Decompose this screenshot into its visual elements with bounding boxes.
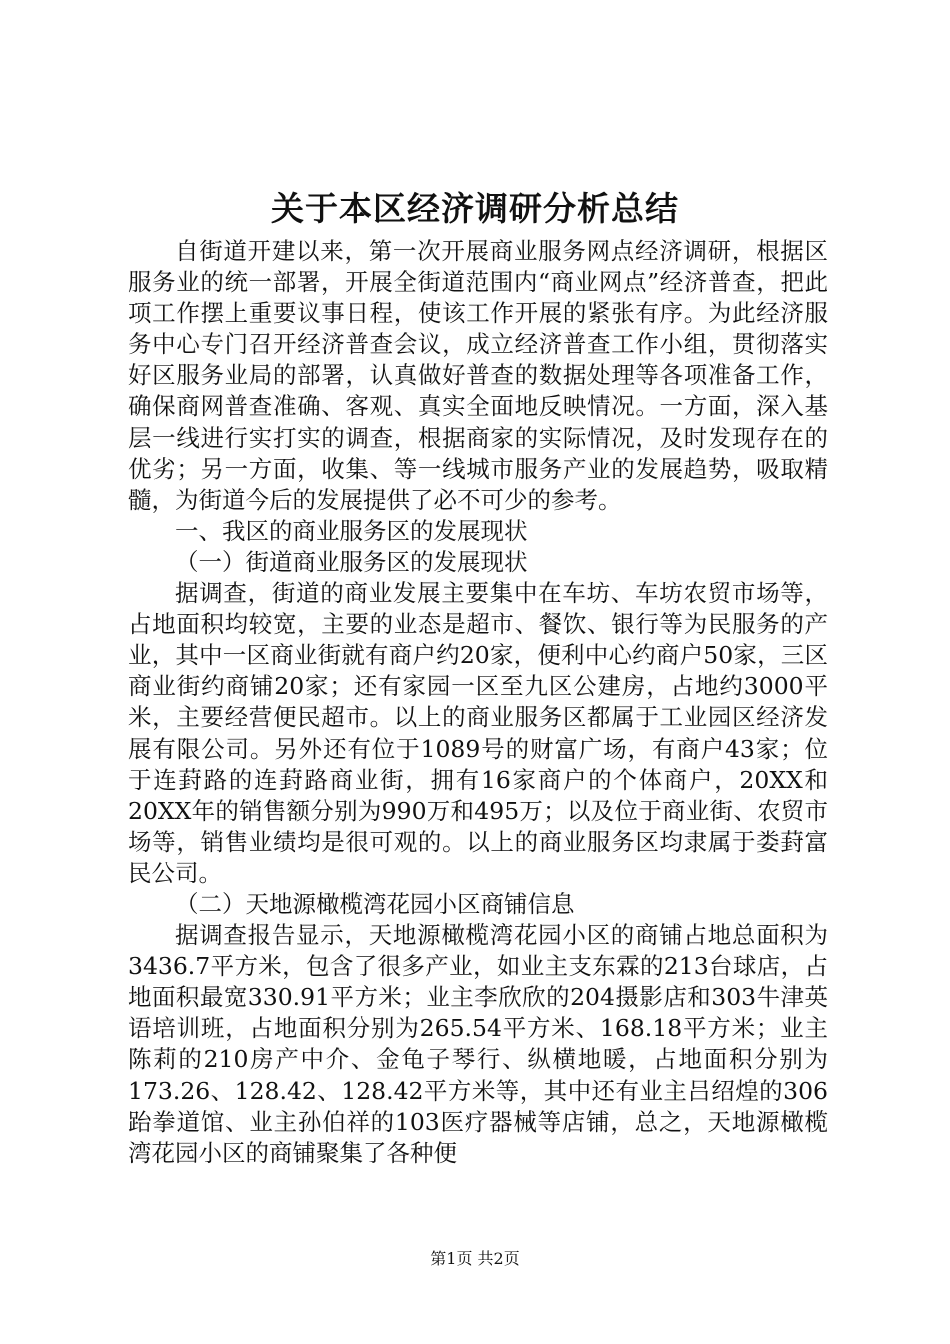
- document-title: 关于本区经济调研分析总结: [271, 189, 679, 228]
- intro-paragraph: 自街道开建以来，第一次开展商业服务网点经济调研，根据区服务业的统一部署，开展全街道范围内“商业网点”经济普查，把此项工作摆上重要议事日程，使该工作开展的紧张有序。为此经济服务中心专门召开经济普查会议，成立经济普查工作小组，贯彻落实好区服务业局的部署，认真做好普查的数据处理等各项准备工作，确保商网普查准确、客观、真实全面地反映情况。一方面，深入基层一线进行实打实的调查，根据商家的实际情况，及时发现存在的优劣；另一方面，收集、等一线城市服务产业的发展趋势，吸取精髓，为街道今后的发展提供了必不可少的参考。: [128, 237, 828, 514]
- subsection-heading-1: （一）街道商业服务区的发展现状: [175, 547, 528, 576]
- page-footer: 第1页 共2页: [430, 1249, 520, 1268]
- subsection-heading-2: （二）天地源橄榄湾花园小区商铺信息: [175, 889, 575, 918]
- section-heading-1: 一、我区的商业服务区的发展现状: [175, 516, 528, 545]
- subsection-2-paragraph: 据调查报告显示，天地源橄榄湾花园小区的商铺占地总面积为3436.7平方米，包含了很多产业，如业主支东霖的213台球店，占地面积最宽330.91平方米；业主李欣欣的204摄影店和303牛津英语培训班，占地面积分别为265.54平方米、168.18平方米；业主陈莉的210房产中介、金龟子琴行、纵横地暖，占地面积分别为173.26、128.42、128.42平方米等，其中还有业主吕绍煌的306跆拳道馆、业主孙伯祥的103医疗器械等店铺，总之，天地源橄榄湾花园小区的商铺聚集了各种便: [128, 921, 828, 1167]
- subsection-1-paragraph: 据调查，街道的商业发展主要集中在车坊、车坊农贸市场等，占地面积均较宽，主要的业态是超市、餐饮、银行等为民服务的产业，其中一区商业街就有商户约20家，便利中心约商户50家，三区商业街约商铺20家；还有家园一区至九区公建房，占地约3000平米，主要经营便民超市。以上的商业服务区都属于工业园区经济发展有限公司。另外还有位于1089号的财富广场，有商户43家；位于连葑路的连葑路商业街，拥有16家商户的个体商户，20XX和20XX年的销售额分别为990万和495万；以及位于商业街、农贸市场等，销售业绩均是很可观的。以上的商业服务区均隶属于娄葑富民公司。: [128, 579, 828, 887]
- document-body: [128, 236, 828, 1169]
